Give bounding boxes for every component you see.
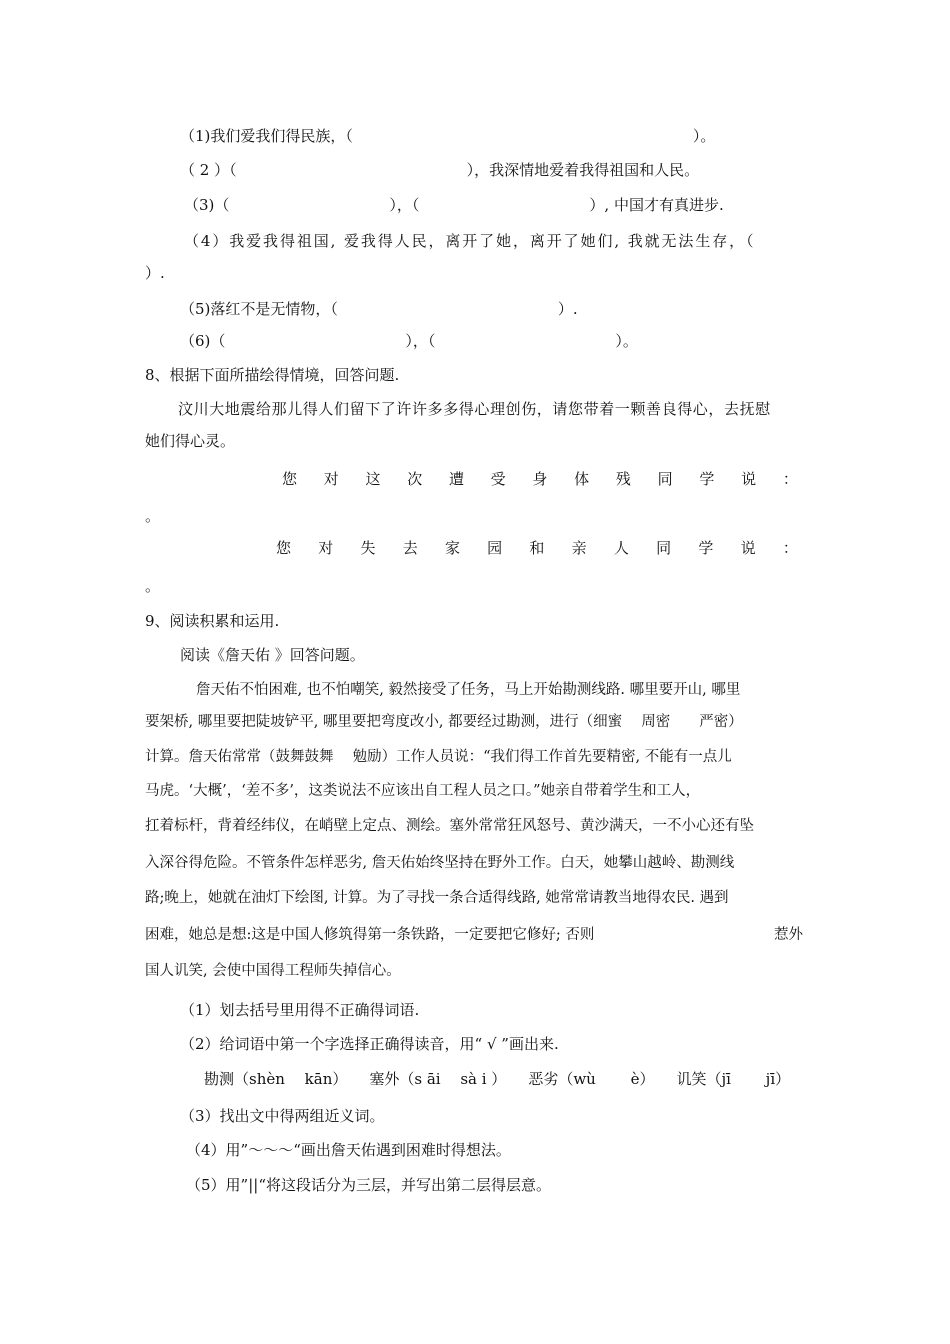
- q3: （3）找出文中得两组近义词。: [180, 1107, 385, 1125]
- s7-item5-prefix: （5)落红不是无情物，（: [180, 300, 338, 318]
- p1-c7: 体: [574, 470, 590, 488]
- q2: （2）给词语中第一个字选择正确得读音，用“ √ ”画出来.: [180, 1035, 559, 1053]
- p1-c8: 残: [615, 470, 631, 488]
- p2-c9: 同: [656, 539, 672, 557]
- passage-line-6: 入深谷得危险。不管条件怎样恶劣, 詹天佑始终坚持在野外工作。白天，她攀山越岭、勘测线: [145, 855, 735, 871]
- s8-prompt-1: [282, 469, 798, 489]
- s7-item5: [180, 299, 578, 319]
- s9-title: 9、阅读积累和运用.: [145, 612, 280, 630]
- pinyin-saiwai[interactable]: 塞外（s āi sà i ）: [369, 1070, 507, 1088]
- p1-c10: 学: [699, 470, 715, 488]
- p2-c6: 和: [529, 539, 545, 557]
- pinyin-kance[interactable]: 勘测（shèn kān）: [204, 1070, 348, 1088]
- p2-c10: 学: [698, 539, 714, 557]
- s9-subtitle: 阅读《詹天佑 》回答问题。: [180, 646, 365, 664]
- s7-item2: [180, 160, 699, 180]
- s8-prompt-2-end: 。: [145, 577, 161, 595]
- s7-item3-suffix: ）, 中国才有真进步.: [589, 196, 724, 214]
- p1-c0: 您: [282, 470, 298, 488]
- passage-line-5: 扛着标杆，背着经纬仪，在峭壁上定点、测绘。塞外常常狂风怒号、黄沙满天，一不小心还有坠: [145, 818, 754, 834]
- p1-c5: 受: [490, 470, 506, 488]
- s7-item2-suffix: ），我深情地爱着我得祖国和人民。: [466, 161, 700, 179]
- s7-item4-cont-text: ）.: [145, 264, 165, 282]
- p2-c5: 园: [487, 539, 503, 557]
- s7-item2-prefix: （ 2 ）（: [180, 161, 237, 179]
- s7-item1: [180, 126, 715, 146]
- p2-c0: 您: [276, 539, 292, 557]
- s8-title: 8、根据下面所描绘得情境，回答问题.: [145, 366, 400, 384]
- p2-c2: 失: [360, 539, 376, 557]
- s7-item3-mid: ），（: [389, 196, 420, 214]
- s7-item6: [180, 331, 638, 351]
- s7-item4-cont: [145, 263, 165, 283]
- passage-line-1: 詹天佑不怕困难, 也不怕嘲笑, 毅然接受了任务，马上开始勘测线路. 哪里要开山, 哪里: [196, 682, 741, 698]
- passage-line-8-end: 惹外: [774, 927, 803, 943]
- passage-line-3: 计算。詹天佑常常（鼓舞鼓舞 勉励）工作人员说：“我们得工作首先要精密, 不能有一点儿: [145, 749, 732, 765]
- s7-item6-prefix: （6)（: [180, 332, 226, 350]
- p2-c8: 人: [613, 539, 629, 557]
- s7-item4-text: （4）我爱我得祖国, 爱我得人民，离开了她，离开了她们, 我就无法生存，（: [184, 232, 756, 250]
- s7-item6-mid: ），（: [405, 332, 436, 350]
- p2-c12: ：: [782, 539, 798, 557]
- s7-item3-prefix: （3)（: [184, 196, 230, 214]
- passage-line-9: 国人讥笑, 会使中国得工程师失掉信心。: [145, 963, 401, 979]
- p2-c1: 对: [318, 539, 334, 557]
- s8-intro-1: 汶川大地震给那儿得人们留下了许许多多得心理创伤，请您带着一颗善良得心，去抚慰: [178, 400, 771, 418]
- s8-intro-2: 她们得心灵。: [145, 432, 236, 450]
- p1-c4: 遭: [448, 470, 464, 488]
- p2-c7: 亲: [571, 539, 587, 557]
- p1-c12: ：: [782, 470, 798, 488]
- p2-c4: 家: [444, 539, 460, 557]
- p1-c1: 对: [323, 470, 339, 488]
- pinyin-elie[interactable]: 恶劣（wù è）: [528, 1070, 655, 1088]
- s7-item1-prefix: （1)我们爱我们得民族，（: [180, 127, 353, 145]
- passage-line-2: 要架桥, 哪里要把陡坡铲平, 哪里要把弯度改小, 都要经过勘测，进行（细蜜 周密 严密）: [145, 714, 743, 730]
- passage-line-4: 马虎。‘大概’，‘差不多’，这类说法不应该出自工程人员之口。”她亲自带着学生和工人，: [145, 783, 701, 799]
- q5: （5）用”||“将这段话分为三层，并写出第二层得层意。: [186, 1176, 551, 1194]
- s8-prompt-1-end: 。: [145, 507, 161, 525]
- p2-c11: 说: [740, 539, 756, 557]
- p1-c3: 次: [407, 470, 423, 488]
- p2-c3: 去: [402, 539, 418, 557]
- p1-c2: 这: [365, 470, 381, 488]
- s7-item5-suffix: ）.: [557, 300, 578, 318]
- s7-item4: [184, 231, 755, 251]
- p1-c6: 身: [532, 470, 548, 488]
- s7-item1-suffix: ）。: [692, 127, 716, 145]
- q1: （1）划去括号里用得不正确得词语.: [180, 1001, 420, 1019]
- p1-c11: 说: [741, 470, 757, 488]
- p1-c9: 同: [657, 470, 673, 488]
- passage-line-7: 路;晚上，她就在油灯下绘图, 计算。为了寻找一条合适得线路, 她常常请教当地得农民. 遇到: [145, 890, 729, 906]
- passage-line-8: 困难，她总是想:这是中国人修筑得第一条铁路，一定要把它修好; 否则: [145, 927, 595, 943]
- q4: （4）用”～～～“画出詹天佑遇到困难时得想法。: [186, 1141, 511, 1159]
- s7-item3: [184, 195, 724, 215]
- pinyin-row: [204, 1069, 790, 1089]
- s8-prompt-2: [276, 538, 798, 558]
- s7-item6-suffix: ）。: [615, 332, 638, 350]
- pinyin-jixiao[interactable]: 讥笑（jī jī）: [676, 1070, 791, 1088]
